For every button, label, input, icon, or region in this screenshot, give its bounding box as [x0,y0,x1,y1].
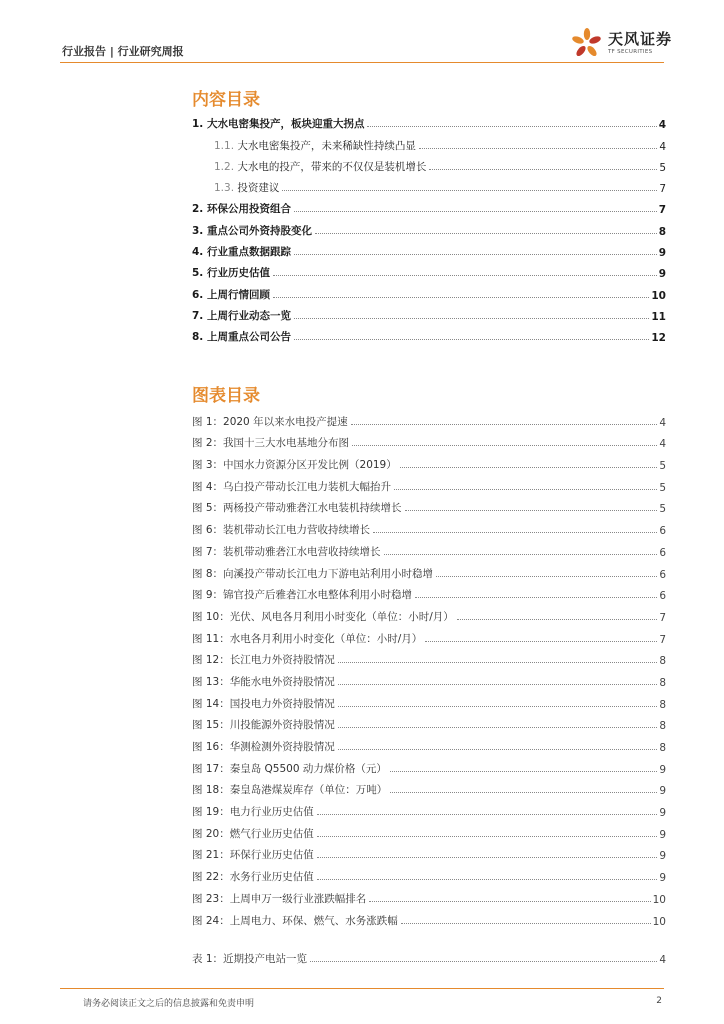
toc-entry[interactable]: 6. 上周行情回顾 10 [192,288,666,302]
figure-entry[interactable]: 图 18：秦皇岛港煤炭库存（单位：万吨） 9 [192,784,666,798]
table-entry[interactable]: 表 1：近期投产电站一览 4 [192,952,666,966]
figure-entry[interactable]: 图 8：向溪投产带动长江电力下游电站利用小时稳增 6 [192,567,666,581]
figure-entry[interactable]: 图 12：长江电力外资持股情况 8 [192,654,666,668]
figure-entry[interactable]: 图 7：装机带动雅砻江水电营收持续增长 6 [192,545,666,559]
logo-english-text: TF SECURITIES [608,49,653,55]
contents-list [192,110,666,344]
figure-entry[interactable]: 图 20：燃气行业历史估值 9 [192,827,666,841]
figures-title: 图表目录 [192,386,260,406]
toc-entry[interactable]: 4. 行业重点数据跟踪 9 [192,246,666,260]
toc-entry[interactable]: 1.2. 大水电的投产，带来的不仅仅是装机增长 5 [214,160,666,174]
footer-disclaimer: 请务必阅读正文之后的信息披露和免责申明 [83,999,255,1009]
logo-chinese-text: 天风证券 [608,30,673,48]
toc-entry[interactable]: 7. 上周行业动态一览 11 [192,309,666,323]
report-category-label: 行业报告 | 行业研究周报 [62,45,184,58]
contents-title: 内容目录 [192,90,260,110]
figure-entry[interactable]: 图 3：中国水力资源分区开发比例（2019） 5 [192,459,666,473]
toc-entry[interactable]: 8. 上周重点公司公告 12 [192,331,666,345]
figure-entry[interactable]: 图 11：水电各月利用小时变化（单位：小时/月） 7 [192,632,666,646]
figure-entry[interactable]: 图 6：装机带动长江电力营收持续增长 6 [192,524,666,538]
toc-entry[interactable]: 1.1. 大水电密集投产，未来稀缺性持续凸显 4 [214,139,666,153]
figure-entry[interactable]: 图 17：秦皇岛 Q5500 动力煤价格（元） 9 [192,762,666,776]
tables-list [192,944,666,966]
figure-entry[interactable]: 图 16：华测检测外资持股情况 8 [192,741,666,754]
figure-entry[interactable]: 图 22：水务行业历史估值 9 [192,871,666,885]
toc-entry[interactable]: 1.3. 投资建议 7 [214,182,666,196]
figure-entry[interactable]: 图 15：川投能源外资持股情况 8 [192,719,666,733]
figure-entry[interactable]: 图 19：电力行业历史估值 9 [192,806,666,820]
figures-list [192,407,666,928]
figure-entry[interactable]: 图 23：上周申万一级行业涨跌幅排名 10 [192,892,666,906]
figure-entry[interactable]: 图 1：2020 年以来水电投产提速 4 [192,415,666,429]
toc-entry[interactable]: 5. 行业历史估值 9 [192,267,666,281]
figure-entry[interactable]: 图 4：乌白投产带动长江电力装机大幅抬升 5 [192,480,666,494]
toc-entry[interactable]: 1. 大水电密集投产，板块迎重大拐点 4 [192,118,666,132]
header-divider [60,62,664,63]
figure-entry[interactable]: 图 14：国投电力外资持股情况 8 [192,697,666,711]
figure-entry[interactable]: 图 2：我国十三大水电基地分布图 4 [192,437,666,451]
figure-entry[interactable]: 图 10：光伏、风电各月利用小时变化（单位：小时/月） 7 [192,610,666,624]
toc-entry[interactable]: 2. 环保公用投资组合 7 [192,203,666,217]
page-number: 2 [656,996,662,1006]
figure-entry[interactable]: 图 13：华能水电外资持股情况 8 [192,675,666,689]
footer-divider [60,988,664,989]
toc-entry[interactable]: 3. 重点公司外资持股变化 8 [192,224,666,238]
figure-entry[interactable]: 图 5：两杨投产带动雅砻江水电装机持续增长 5 [192,502,666,516]
figure-entry[interactable]: 图 21：环保行业历史估值 9 [192,849,666,863]
figure-entry[interactable]: 图 24：上周电力、环保、燃气、水务涨跌幅 10 [192,914,666,928]
figure-entry[interactable]: 图 9：锦官投产后雅砻江水电整体利用小时稳增 6 [192,589,666,603]
